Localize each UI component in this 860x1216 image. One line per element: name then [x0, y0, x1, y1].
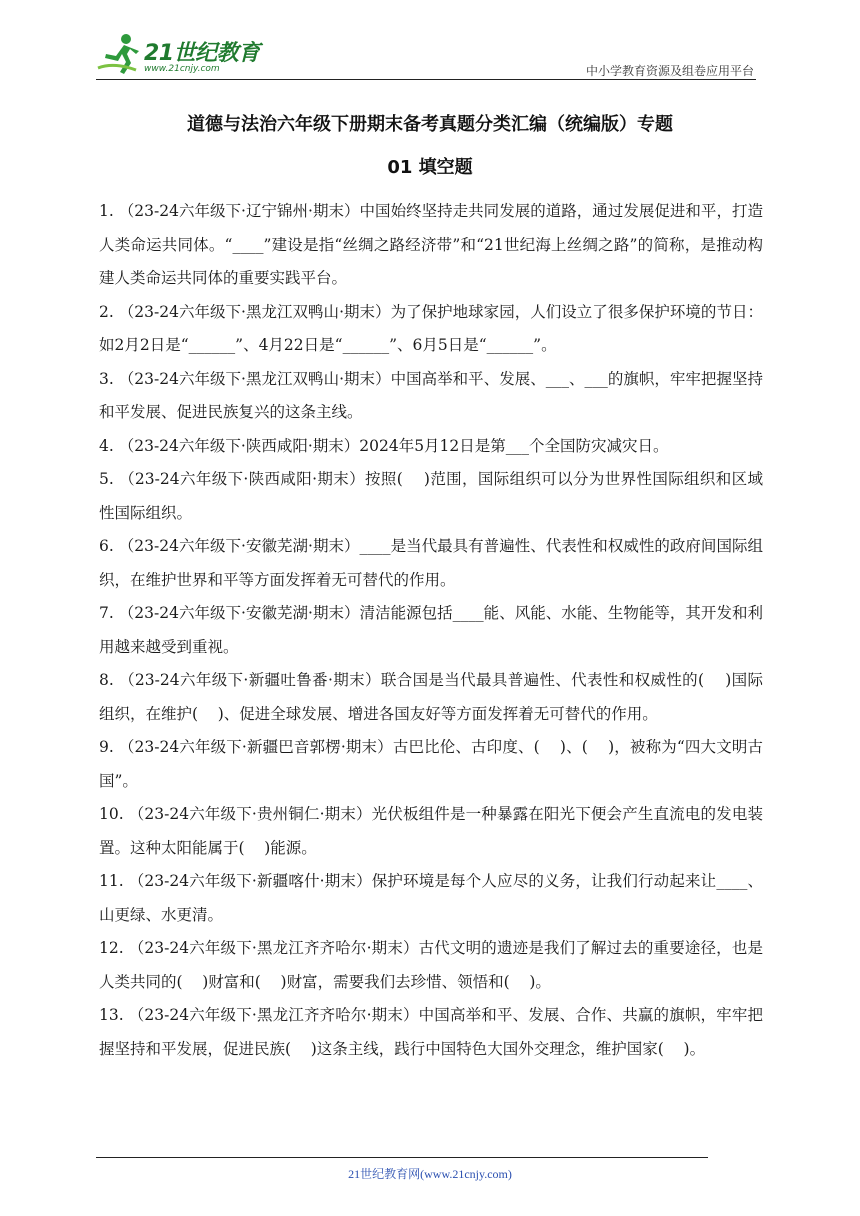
question-item: 4. （23-24六年级下·陕西咸阳·期末）2024年5月12日是第___个全国防灾减灾日。: [99, 436, 669, 455]
header-divider: [96, 79, 756, 80]
site-logo[interactable]: [96, 30, 276, 78]
logo-text: 21世纪教育: [144, 41, 260, 66]
question-item: 12. （23-24六年级下·黑龙江齐齐哈尔·期末）古代文明的遗迹是我们了解过去的重要途径，也是人类共同的( )财富和( )财富，需要我们去珍惜、领悟和( )。: [99, 939, 763, 991]
footer-divider: [96, 1157, 708, 1158]
question-item: 8. （23-24六年级下·新疆吐鲁番·期末）联合国是当代最具普遍性、代表性和权威性的( )国际组织，在维护( )、促进全球发展、增进各国友好等方面发挥着无可替代的作用。: [99, 671, 763, 723]
question-item: 5. （23-24六年级下·陕西咸阳·期末）按照( )范围，国际组织可以分为世界性国际组织和区域性国际组织。: [99, 470, 763, 522]
section-title: 01 填空题: [387, 157, 473, 178]
document-title: 道德与法治六年级下册期末备考真题分类汇编（统编版）专题: [187, 114, 673, 135]
question-item: 3. （23-24六年级下·黑龙江双鸭山·期末）中国高举和平、发展、___、___的旗帜，牢牢把握坚持和平发展、促进民族复兴的这条主线。: [99, 369, 763, 421]
question-list: [99, 195, 773, 1066]
footer-link[interactable]: 21世纪教育网(www.21cnjy.com): [348, 1167, 512, 1181]
question-item: 9. （23-24六年级下·新疆巴音郭楞·期末）古巴比伦、古印度、( )、( )，被称为“四大文明古国”。: [99, 738, 763, 790]
question-item: 10. （23-24六年级下·贵州铜仁·期末）光伏板组件是一种暴露在阳光下便会产生直流电的发电装置。这种太阳能属于( )能源。: [99, 805, 763, 857]
question-item: 13. （23-24六年级下·黑龙江齐齐哈尔·期末）中国高举和平、发展、合作、共赢的旗帜，牢牢把握坚持和平发展，促进民族( )这条主线，践行中国特色大国外交理念，维护国家( )。: [99, 1006, 763, 1058]
platform-label: 中小学教育资源及组卷应用平台: [585, 64, 754, 78]
question-item: 11. （23-24六年级下·新疆喀什·期末）保护环境是每个人应尽的义务，让我们行动起来让____、 山更绿、水更清。: [99, 872, 773, 924]
question-item: 6. （23-24六年级下·安徽芜湖·期末）____是当代最具有普遍性、代表性和权威性的政府间国际组织，在维护世界和平等方面发挥着无可替代的作用。: [99, 537, 763, 589]
question-item: 2. （23-24六年级下·黑龙江双鸭山·期末）为了保护地球家园，人们设立了很多保护环境的节日：如2月2日是“______”、4月22日是“______”、6月5日是“______”。: [99, 302, 763, 354]
runner-logo-icon: [96, 32, 142, 76]
logo-url: www.21cnjy.com: [144, 64, 220, 74]
page-header: [96, 30, 756, 78]
question-item: 7. （23-24六年级下·安徽芜湖·期末）清洁能源包括____能、风能、水能、生物能等，其开发和利用越来越受到重视。: [99, 604, 763, 656]
question-item: 1. （23-24六年级下·辽宁锦州·期末）中国始终坚持走共同发展的道路，通过发展促进和平，打造人类命运共同体。“____”建设是指“丝绸之路经济带”和“21世纪海上丝绸之路”的简称，是推动构建人类命运共同体的重要实践平台。: [99, 202, 763, 287]
